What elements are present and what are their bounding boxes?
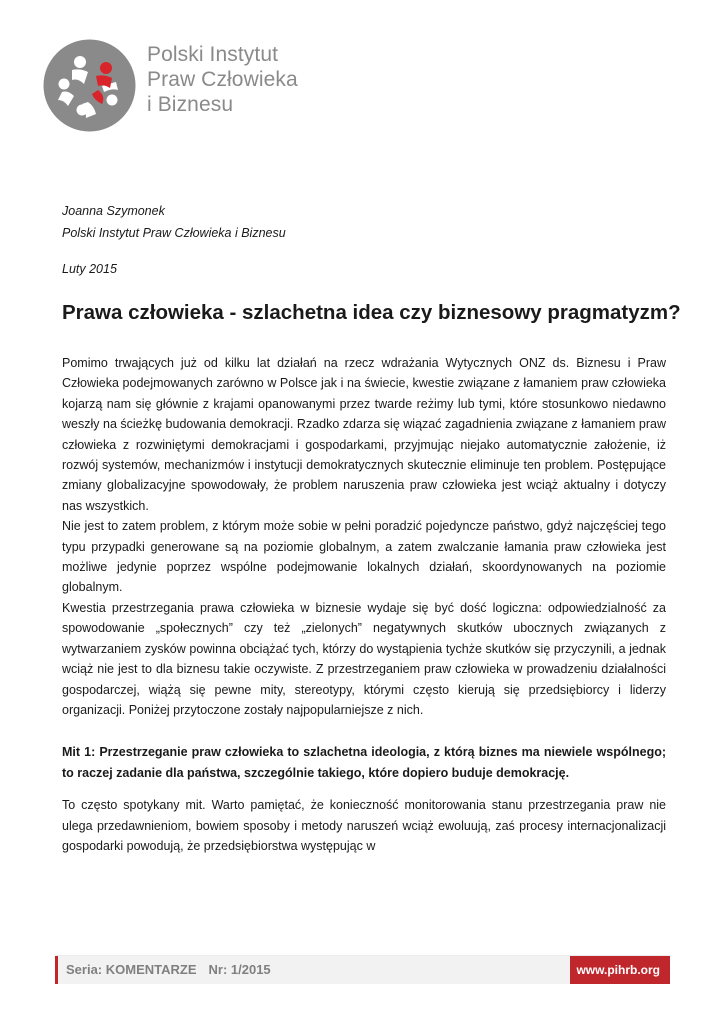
logo-line-2: Praw Człowieka: [147, 68, 298, 91]
logo-line-3: i Biznesu: [147, 93, 234, 116]
document-meta: [62, 200, 286, 280]
document-body: [62, 353, 666, 856]
paragraph-4: To często spotykany mit. Warto pamiętać, że konieczność monitorowania stanu przestrzegania praw nie ulega przedawnieniom, bowiem sposoby i metody naruszeń wciąż ewoluują, zaś procesy internacjonalizacji gospodarki powodują, że przedsiębiorstwa występując w: [62, 798, 666, 853]
logo-line-1: Polski Instytut: [147, 43, 279, 66]
footer-url-link[interactable]: www.pihrb.org: [576, 963, 660, 977]
footer-accent: [55, 956, 58, 984]
myth-heading: Mit 1: Przestrzeganie praw człowieka to szlachetna ideologia, z którą biznes ma niewiele wspólnego; to raczej zadanie dla państwa, szczególnie takiego, które dopiero buduje demokrację.: [62, 745, 666, 780]
logo-text: [147, 42, 298, 117]
author: Joanna Szymonek: [62, 204, 165, 218]
document-title: Prawa człowieka - szlachetna idea czy biznesowy pragmatyzm?: [62, 301, 681, 324]
organization: Polski Instytut Praw Człowieka i Biznesu: [62, 226, 286, 240]
paragraph-1: Pomimo trwających już od kilku lat działań na rzecz wdrażania Wytycznych ONZ ds. Biznesu i Praw Człowieka podejmowanych zarówno w Polsce jak i na świecie, kwestie związane z łamaniem praw człowieka kojarzą nam się głównie z krajami opanowanymi przez twarde reżimy lub tymi, które stosunkowo niedawno weszły na ścieżkę budowania demokracji. Rzadko zdarza się wiązać zagadnienia związane z łamaniem praw człowieka z rozwiniętymi demokracjami i gospodarkami, przyjmując niejako automatycznie założenie, iż rozwój systemów, mechanizmów i instytucji demokratycznych skutecznie eliminuje ten problem. Postępujące zmiany globalizacyjne spowodowały, że problem naruszenia praw człowieka jest wciąż aktualny i dotyczy nas wszystkich.: [62, 356, 666, 513]
paragraph-2: Nie jest to zatem problem, z którym może sobie w pełni poradzić pojedyncze państwo, gdyż najczęściej tego typu przypadki generowane są na poziomie globalnym, a zatem zwalczanie łamania praw człowieka jest możliwe jedynie poprzez wspólne podejmowanie lokalnych działań, skoordynowanych na poziomie globalnym.: [62, 519, 666, 595]
series-number: Nr: 1/2015: [208, 962, 271, 977]
footer-bar: [55, 955, 670, 984]
series-label: Seria: KOMENTARZE: [66, 962, 197, 977]
paragraph-3: Kwestia przestrzegania prawa człowieka w biznesie wydaje się być dość logiczna: odpowiedzialność za spowodowanie „społecznych” czy też „zielonych” negatywnych skutków ubocznych związanych z wytwarzaniem zysków powinna obciążać tych, którzy do wystąpienia tychże skutków się przyczynili, a jednak wciąż nie jest to dla biznesu takie oczywiste. Z przestrzeganiem praw człowieka w prowadzeniu działalności gospodarczej, wiążą się pewne mity, stereotypy, którymi często kierują się przedsiębiorcy i liderzy organizacji. Poniżej przytoczone zostały najpopularniejsze z nich.: [62, 600, 666, 717]
footer-series: [66, 962, 271, 977]
date: Luty 2015: [62, 262, 117, 276]
pihrb-logo-icon: [42, 38, 137, 133]
